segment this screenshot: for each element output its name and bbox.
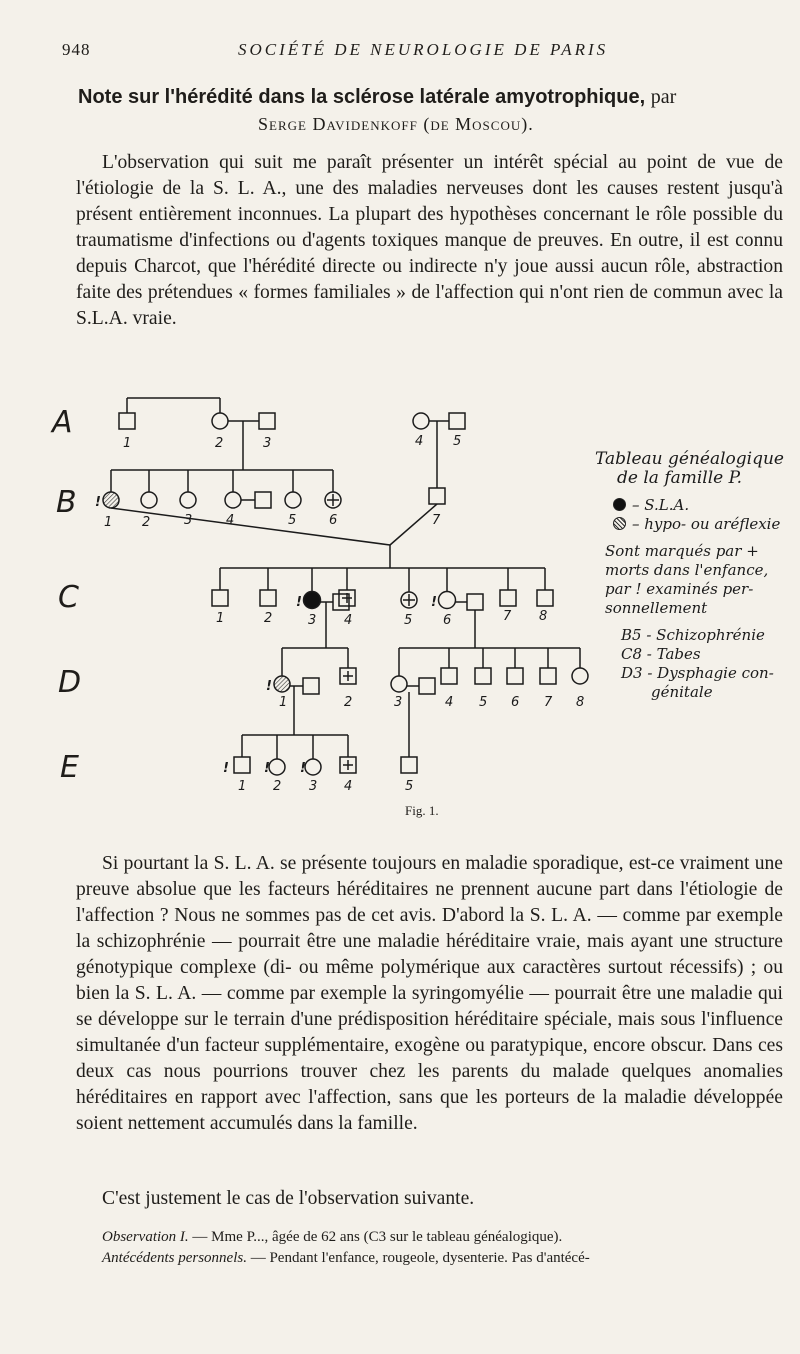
label-c7: 7 [503, 609, 512, 624]
label-a2: 2 [215, 436, 224, 451]
label-d7: 7 [544, 695, 553, 710]
filled-circle-icon [613, 498, 626, 511]
label-c3: 3 [308, 613, 317, 628]
individual-d3 [391, 676, 407, 692]
article-title-par: par [650, 86, 677, 108]
label-c6: 6 [443, 613, 452, 628]
legend-note-line3: par ! examinés per- [605, 580, 754, 598]
individual-c7 [500, 590, 516, 606]
label-d2: 2 [344, 695, 353, 710]
examined-mark-d1: ! [266, 679, 272, 694]
label-a3: 3 [263, 436, 272, 451]
legend-note-line4: sonnellement [605, 599, 708, 617]
antecedents-label: Antécédents personnels. [102, 1250, 247, 1266]
individual-c2 [260, 590, 276, 606]
individual-c1 [212, 590, 228, 606]
legend-item-sla: – S.L.A. [613, 496, 795, 515]
generation-label-b: B [56, 485, 77, 520]
label-a4: 4 [415, 434, 424, 449]
hatched-circle-icon [613, 517, 626, 530]
examined-mark-e2: ! [264, 761, 270, 776]
label-b3: 3 [184, 513, 193, 528]
individual-a5 [449, 413, 465, 429]
examined-mark-e3: ! [300, 761, 306, 776]
legend-subtitle: de la famille P. [617, 468, 743, 488]
legend-d3: D3 - Dysphagie con- [621, 664, 774, 682]
label-b4: 4 [226, 513, 235, 528]
individual-d1 [274, 676, 290, 692]
individual-c3-sla [304, 592, 321, 609]
antecedents-text: — Pendant l'enfance, rougeole, dysenterie. Pas d'antécé- [246, 1250, 590, 1266]
legend-title: Tableau généalogique [595, 449, 784, 469]
individual-b7 [429, 488, 445, 504]
label-d8: 8 [576, 695, 585, 710]
individual-a4 [413, 413, 429, 429]
page-number: 948 [62, 40, 91, 59]
label-b2: 2 [142, 515, 151, 530]
individual-c8 [537, 590, 553, 606]
individual-d1-spouse [303, 678, 319, 694]
observation-text: — Mme P..., âgée de 62 ans (C3 sur le tableau généalogique). [188, 1229, 563, 1245]
label-b7: 7 [432, 513, 441, 528]
individual-b1 [103, 492, 119, 508]
label-b5: 5 [288, 513, 297, 528]
legend-b5: B5 - Schizophrénie [621, 626, 765, 644]
label-e5: 5 [405, 779, 414, 794]
figure-caption: Fig. 1. [405, 803, 439, 818]
individual-d5 [475, 668, 491, 684]
generation-label-a: A [52, 405, 73, 440]
individual-b5 [255, 492, 271, 508]
label-e1: 1 [238, 779, 247, 794]
observation-label: Observation I. [102, 1229, 189, 1245]
label-d5: 5 [479, 695, 488, 710]
individual-e5 [401, 757, 417, 773]
individual-b4 [225, 492, 241, 508]
label-d6: 6 [511, 695, 520, 710]
label-c2: 2 [264, 611, 273, 626]
label-c8: 8 [539, 609, 548, 624]
individual-d3-spouse [419, 678, 435, 694]
generation-label-d: D [58, 665, 82, 700]
observation-line [102, 1227, 783, 1247]
journal-title: SOCIÉTÉ DE NEUROLOGIE DE PARIS [238, 40, 609, 59]
running-header [0, 40, 800, 64]
legend-note-line1: Sont marqués par + [605, 542, 759, 560]
legend-c8: C8 - Tabes [621, 645, 701, 663]
individual-a3 [259, 413, 275, 429]
generation-label-e: E [60, 750, 79, 785]
label-e2: 2 [273, 779, 282, 794]
label-a1: 1 [123, 436, 132, 451]
legend-d3-cont: génitale [651, 683, 713, 701]
label-d3: 3 [394, 695, 403, 710]
examined-mark-c6: ! [431, 595, 437, 610]
individual-a2 [212, 413, 228, 429]
individual-b3 [180, 492, 196, 508]
generation-label-c: C [58, 580, 79, 615]
label-c1: 1 [216, 611, 225, 626]
label-d1: 1 [279, 695, 288, 710]
legend-note-line2: morts dans l'enfance, [605, 561, 769, 579]
label-e4: 4 [344, 779, 353, 794]
individual-b6 [285, 492, 301, 508]
legend-item-hypo: – hypo- ou aréflexie [613, 515, 795, 534]
paragraph-intro: L'observation qui suit me paraît présenter un intérêt spécial au point de vue de l'étiologie de la S. L. A., une des maladies nerveuses dont les causes restent jusqu'à présent entièrement inconnues. La plupart des hypothèses concernant le rôle possible du traumatisme d'infections ou d'agents toxiques manque de preuves. En outre, il est connu depuis Charcot, que l'hérédité directe ou indirecte n'y joue aussi aucun rôle, abstraction faite des prétendues « formes familiales » de l'affection qui n'ont rien de commun avec la S.L.A. vraie. [76, 152, 783, 329]
individual-c6-spouse [467, 594, 483, 610]
label-b1: 1 [104, 515, 113, 530]
pedigree-chart [90, 385, 610, 795]
individual-b2 [141, 492, 157, 508]
article-title [78, 86, 778, 109]
individual-d6 [507, 668, 523, 684]
examined-mark-c3: ! [296, 595, 302, 610]
individual-e1 [234, 757, 250, 773]
label-c4: 4 [344, 613, 353, 628]
examined-mark-b1: ! [95, 495, 101, 510]
label-d4: 4 [445, 695, 454, 710]
individual-d4 [441, 668, 457, 684]
pedigree-legend [595, 450, 795, 702]
label-a5: 5 [453, 434, 462, 449]
article-author: Serge Davidenkoff (de Moscou). [258, 114, 534, 134]
examined-mark-e1: ! [223, 761, 229, 776]
individual-c6 [439, 592, 456, 609]
article-title-text: Note sur l'hérédité dans la sclérose latérale amyotrophique, [78, 86, 646, 108]
antecedents-line [102, 1248, 783, 1268]
individual-a1 [119, 413, 135, 429]
label-c5: 5 [404, 613, 413, 628]
label-b6: 6 [329, 513, 338, 528]
paragraph-transition: C'est justement le cas de l'observation suivante. [102, 1188, 475, 1209]
individual-d7 [540, 668, 556, 684]
individual-e3 [305, 759, 321, 775]
individual-e2 [269, 759, 285, 775]
label-e3: 3 [309, 779, 318, 794]
paragraph-discussion: Si pourtant la S. L. A. se présente toujours en maladie sporadique, est-ce vraiment une preuve absolue que les facteurs héréditaires ne prennent aucune part dans l'étiologie de l'affection ? Nous ne sommes pas de cet avis. D'abord la S. L. A. — comme par exemple la schizophrénie — pourrait être une maladie héréditaire vraie, mais ayant une structure génotypique complexe (di- ou même polymérique aux caractères surtout récessifs) ; ou bien la S. L. A. — comme par exemple la syringomyélie — pourrait être une maladie qui se développe sur le terrain d'une prédisposition héréditaire spéciale, mais sous l'influence simultanée d'un facteur supplémentaire, exogène ou paratypique, encore obscur. Dans ces deux cas nous pourrions trouver chez les parents du malade quelques anomalies héréditaires en rapport avec l'affection, sans que les porteurs de la maladie développée soient nettement accumulés dans la famille. [76, 853, 783, 1134]
individual-d8 [572, 668, 588, 684]
